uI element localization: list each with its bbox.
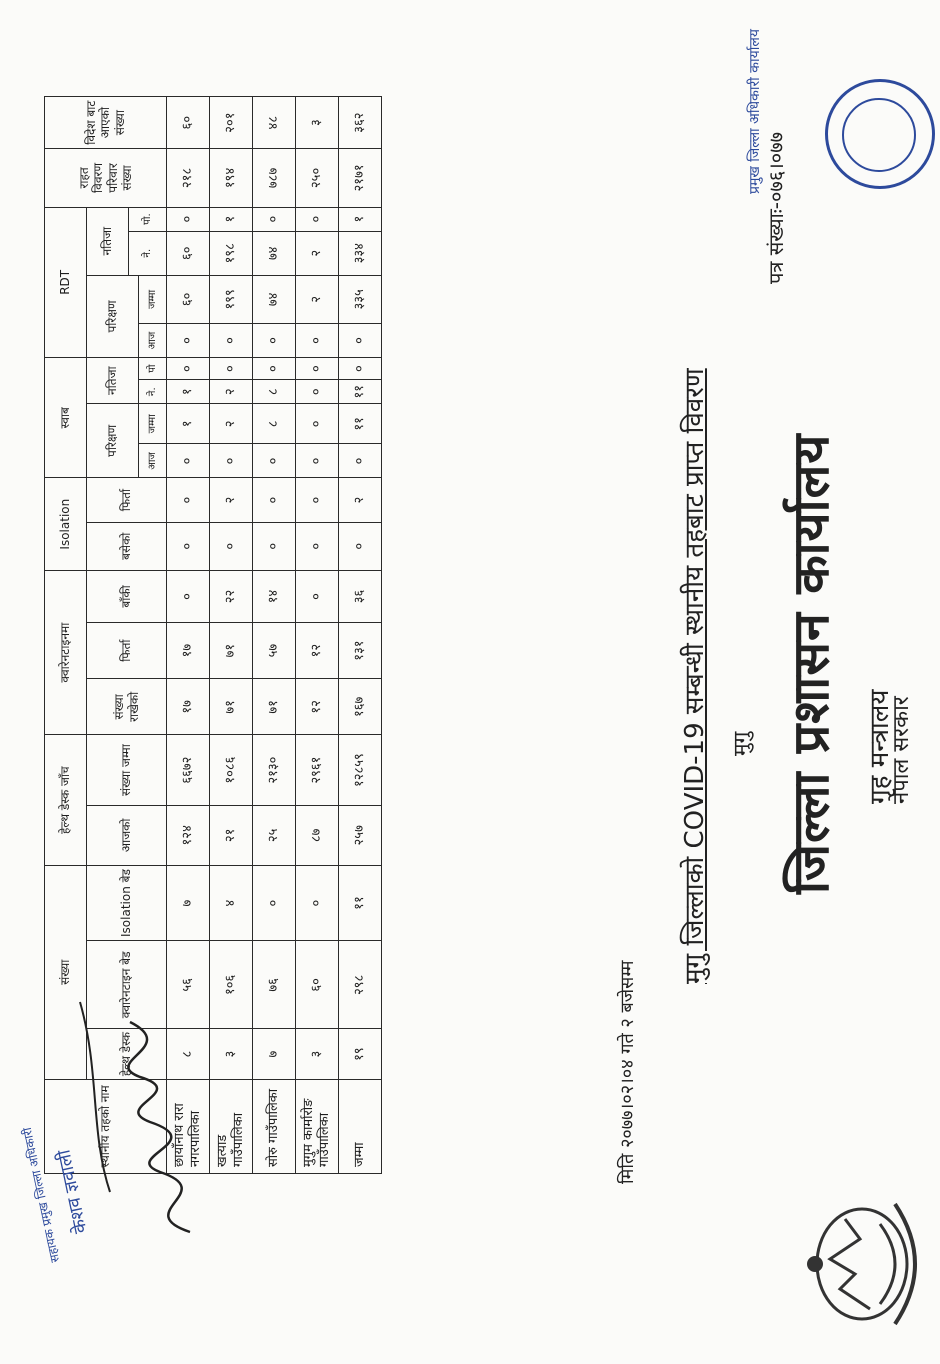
table-cell: ८ <box>253 404 296 444</box>
table-cell: ० <box>339 522 382 570</box>
col-total: संख्या जम्मा <box>87 735 167 805</box>
table-cell: ० <box>167 570 210 622</box>
table-cell: ३ <box>210 1029 253 1079</box>
table-cell: २ <box>210 380 253 404</box>
table-cell: ० <box>210 444 253 478</box>
table-cell: ० <box>296 358 339 380</box>
table-cell: ५७ <box>253 623 296 679</box>
col-swab-total: जम्मा <box>139 404 167 444</box>
table-cell: ० <box>253 444 296 478</box>
table-cell: ० <box>296 380 339 404</box>
col-iso-staying: बसेको <box>87 522 167 570</box>
table-cell: २ <box>210 478 253 522</box>
col-quarantine-bed: क्वारेनटाइन बेड <box>87 941 167 1029</box>
table-cell: ७१ <box>210 623 253 679</box>
table-cell: १०६ <box>210 941 253 1029</box>
table-cell: ० <box>296 404 339 444</box>
table-cell: ० <box>167 444 210 478</box>
table-cell: २ <box>210 404 253 444</box>
col-swab-result: नतिजा <box>87 358 139 404</box>
table-cell: ० <box>253 358 296 380</box>
table-cell: १३१ <box>339 623 382 679</box>
col-rdt-total: जम्मा <box>139 275 167 323</box>
table-cell: २५ <box>253 805 296 865</box>
col-rdt-today: आज <box>139 323 167 357</box>
document-title: मुगु जिल्लाको COVID-19 सम्बन्धी स्थानीय तहबाट प्राप्त विवरण <box>680 368 710 984</box>
table-cell: २ <box>296 231 339 275</box>
table-cell: १ <box>167 380 210 404</box>
table-cell: १ <box>339 207 382 231</box>
table-cell: ११ <box>339 380 382 404</box>
col-count-group: संख्या <box>45 865 87 1079</box>
table-cell: ८ <box>253 380 296 404</box>
table-cell: २१ <box>210 805 253 865</box>
col-local-level: स्थानीय तहको नाम <box>45 1079 167 1173</box>
table-cell: १७ <box>167 679 210 735</box>
table-cell: ० <box>296 444 339 478</box>
table-cell: ० <box>253 207 296 231</box>
table-cell: ४८ <box>253 97 296 149</box>
col-quarantine-group: क्वारेनटाइनमा <box>45 570 87 735</box>
col-relief: राहत विवरण परिवार संख्या <box>45 149 167 207</box>
table-cell: २५० <box>296 149 339 207</box>
col-swab-group: स्वाब <box>45 358 87 478</box>
table-row <box>296 97 339 1174</box>
table-cell: १२८५९ <box>339 735 382 805</box>
table-cell: ६० <box>167 97 210 149</box>
table-cell: ० <box>296 865 339 940</box>
table-cell: ८ <box>167 1029 210 1079</box>
table-cell: ० <box>296 207 339 231</box>
table-cell: ० <box>339 323 382 357</box>
col-foreign-return: विदेश बाट आएको संख्या <box>45 97 167 149</box>
table-cell: २९६१ <box>296 735 339 805</box>
table-cell: २१७१ <box>339 149 382 207</box>
table-cell: ३६ <box>339 570 382 622</box>
table-cell: ३३४ <box>339 231 382 275</box>
table-cell: १२४ <box>167 805 210 865</box>
table-cell: ० <box>167 323 210 357</box>
table-cell: १६७ <box>339 679 382 735</box>
col-isolation-bed: Isolation बेड <box>87 865 167 940</box>
table-cell: १२ <box>296 679 339 735</box>
signer-post: सहायक प्रमुख जिल्ला अधिकारी <box>19 1126 63 1264</box>
government-label: नेपाल सरकार <box>889 696 914 804</box>
district-label: मुगु <box>729 731 753 756</box>
row-local-level-name: सोरु गाउँपालिका <box>253 1079 296 1173</box>
table-cell: ० <box>167 358 210 380</box>
col-swab-today: आज <box>139 444 167 478</box>
table-cell: २ <box>296 275 339 323</box>
col-remaining: बाँकी <box>87 570 167 622</box>
table-cell: २५७ <box>339 805 382 865</box>
table-cell: ६० <box>167 275 210 323</box>
row-local-level-name: मुगुम कार्मारोङ गाउँपालिका <box>296 1079 339 1173</box>
table-cell: ७८७ <box>253 149 296 207</box>
table-cell: २९८ <box>339 941 382 1029</box>
table-cell: ० <box>253 323 296 357</box>
row-local-level-name: छायाँनाथ रारा नगरपालिका <box>167 1079 210 1173</box>
table-cell: ७४ <box>253 231 296 275</box>
table-cell: १९९ <box>210 275 253 323</box>
table-cell: ३६२ <box>339 97 382 149</box>
signer-name: केशव ज्ञवाली <box>53 1147 92 1236</box>
table-cell: १९ <box>339 1029 382 1079</box>
table-cell: ७१ <box>253 679 296 735</box>
col-swab-test: परिक्षण <box>87 404 139 478</box>
office-stamp <box>825 79 935 189</box>
table-cell: २०१ <box>210 97 253 149</box>
table-row <box>253 97 296 1174</box>
table-cell: ० <box>167 478 210 522</box>
table-cell: ३३५ <box>339 275 382 323</box>
table-cell: ६० <box>167 231 210 275</box>
table-cell: ७४ <box>253 275 296 323</box>
signature-scribble-icon <box>70 952 240 1252</box>
table-cell: ० <box>210 323 253 357</box>
table-cell: ० <box>296 570 339 622</box>
table-cell: २ <box>339 478 382 522</box>
table-cell: ० <box>167 207 210 231</box>
col-swab-neg: ने. <box>139 380 167 404</box>
table-cell: ० <box>253 478 296 522</box>
table-cell: १७ <box>167 623 210 679</box>
col-today: आजको <box>87 805 167 865</box>
col-rdt-pos: पो. <box>129 207 167 231</box>
table-cell: ० <box>296 323 339 357</box>
stamp-text: प्रमुख जिल्ला अधिकारी कार्यालय <box>747 29 763 194</box>
office-title: जिल्ला प्रशासन कार्यालय <box>782 433 840 894</box>
col-rdt-neg: ने. <box>129 231 167 275</box>
table-cell: ० <box>253 865 296 940</box>
table-cell: ११ <box>339 865 382 940</box>
row-local-level-name: खत्याड गाउँपालिका <box>210 1079 253 1173</box>
report-date: मिति २०७७।०२।०४ गते २ बजेसम्म <box>617 960 638 1184</box>
table-cell: ० <box>210 522 253 570</box>
col-rdt-test: परिक्षण <box>87 275 139 357</box>
table-cell: ५६ <box>167 941 210 1029</box>
table-cell: २२ <box>210 570 253 622</box>
nepal-emblem-icon <box>800 1194 930 1334</box>
table-cell: २१३० <box>253 735 296 805</box>
table-cell: १९४ <box>210 149 253 207</box>
table-cell: ७ <box>253 1029 296 1079</box>
ministry-label: गृह मन्त्रालय <box>865 689 895 804</box>
table-cell: ७१ <box>210 679 253 735</box>
table-cell: ३ <box>296 1029 339 1079</box>
col-rdt-group: RDT <box>45 207 87 358</box>
col-returned: फिर्ता <box>87 623 167 679</box>
table-cell: १ <box>167 404 210 444</box>
table-cell: ० <box>339 358 382 380</box>
table-cell: १ <box>210 207 253 231</box>
table-cell: ६० <box>296 941 339 1029</box>
table-cell: १९८ <box>210 231 253 275</box>
table-cell: १०८६ <box>210 735 253 805</box>
table-cell: १२ <box>296 623 339 679</box>
table-cell: २१८ <box>167 149 210 207</box>
col-iso-returned: फिर्ता <box>87 478 167 522</box>
table-row <box>339 97 382 1174</box>
col-health-desk: हेल्थ डेस्क <box>87 1029 167 1079</box>
reference-number: पत्र संख्याः-०७६।०७७ <box>764 132 788 284</box>
table-cell: ७६ <box>253 941 296 1029</box>
table-cell: ० <box>296 478 339 522</box>
table-cell: ० <box>253 522 296 570</box>
col-isolation-group: Isolation <box>45 478 87 570</box>
table-cell: ७ <box>167 865 210 940</box>
table-cell: ३ <box>296 97 339 149</box>
row-local-level-name: जम्मा <box>339 1079 382 1173</box>
col-kept: संख्या राखेको <box>87 679 167 735</box>
table-cell: ० <box>210 358 253 380</box>
col-swab-pos: पो <box>139 358 167 380</box>
table-cell: ० <box>167 522 210 570</box>
table-cell: ० <box>339 444 382 478</box>
table-cell: ६६७२ <box>167 735 210 805</box>
col-health-check-group: हेल्थ डेस्क जाँच <box>45 735 87 865</box>
table-cell: ० <box>296 522 339 570</box>
table-cell: ४ <box>210 865 253 940</box>
table-cell: ८७ <box>296 805 339 865</box>
table-cell: १४ <box>253 570 296 622</box>
col-rdt-result: नतिजा <box>87 207 129 275</box>
table-cell: ११ <box>339 404 382 444</box>
